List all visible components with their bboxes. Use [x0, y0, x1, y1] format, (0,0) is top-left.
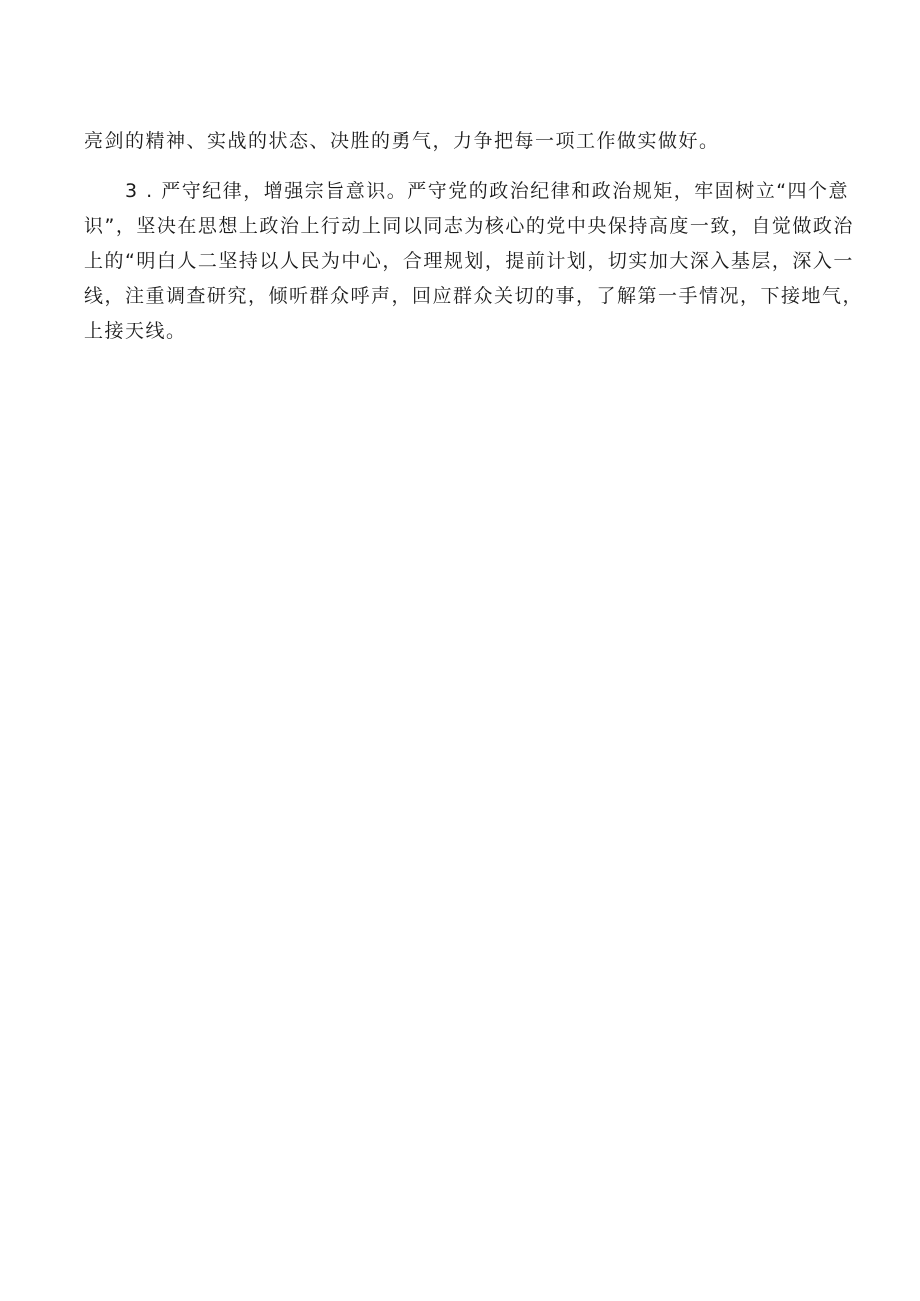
document-body — [84, 124, 864, 349]
paragraph-2-line-2: 识”，坚决在思想上政治上行动上同以同志为核心的党中央保持高度一致，自觉做政治 — [84, 215, 854, 237]
paragraph-2-line-3: 上的“明白人二坚持以人民为中心，合理规划，提前计划，切实加大深入基层，深入一 — [84, 250, 854, 272]
paragraph-2-line-5: 上接天线。 — [84, 320, 187, 342]
paragraph-2-line-4: 线，注重调查研究，倾听群众呼声，回应群众关切的事，了解第一手情况，下接地气， — [84, 285, 864, 307]
paragraph-2-line-1: 3 . 严守纪律，增强宗旨意识。严守党的政治纪律和政治规矩，牢固树立“四个意 — [125, 180, 850, 202]
paragraph-1-line-1: 亮剑的精神、实战的状态、决胜的勇气，力争把每一项工作做实做好。 — [84, 130, 720, 152]
